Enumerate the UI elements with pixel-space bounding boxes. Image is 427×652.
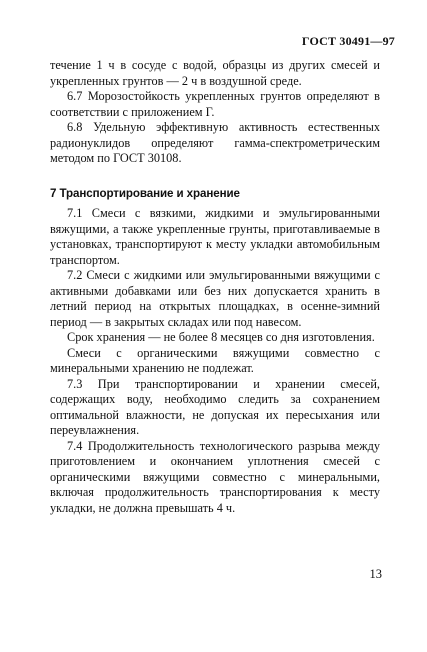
document-code-header: ГОСТ 30491—97 <box>301 34 395 48</box>
paragraph-storage-term: Срок хранения — не более 8 месяцев со дня изготовления. <box>67 330 375 344</box>
paragraph-continuation: течение 1 ч в сосуде с водой, образцы из других смесей и укрепленных грунтов — 2 ч в воздушной среде. <box>50 58 380 88</box>
page-number: 13 <box>369 567 382 581</box>
paragraph-7-1: 7.1 Смеси с вязкими, жидкими и эмульгированными вяжущими, а также укрепленные грунты, приготавливаемые в установках, транспортируют к месту укладки автомобильным транспортом. <box>50 206 380 267</box>
paragraph-6-7: 6.7 Морозостойкость укрепленных грунтов определяют в соответствии с приложением Г. <box>50 89 380 119</box>
section-heading: 7 Транспортирование и хранение <box>50 186 240 200</box>
paragraph-7-4: 7.4 Продолжительность технологического разрыва между приготовлением и окончанием уплотнения смесей с органическими вяжущими совместно с минеральными, включая продолжительность транспортирования к месту укладки, не должна превышать 4 ч. <box>50 438 380 515</box>
paragraph-7-3: 7.3 При транспортировании и хранении смесей, содержащих воду, необходимо следить за сохранением оптимальной влажности, не допуская их пересыхания или переувлажнения. <box>50 376 380 437</box>
paragraph-7-2: 7.2 Смеси с жидкими или эмульгированными вяжущими с активными добавками или без них допускается хранить в летний период на открытых площадках, в осенне-зимний период — в закрытых складах или под навесом. <box>50 268 380 329</box>
page-body <box>50 58 380 516</box>
paragraph-6-8: 6.8 Удельную эффективную активность естественных радионуклидов определяют гамма-спектрометрическим методом по ГОСТ 30108. <box>50 120 380 165</box>
paragraph-organic-mixes: Смеси с органическими вяжущими совместно с минеральными хранению не подлежат. <box>50 345 380 375</box>
